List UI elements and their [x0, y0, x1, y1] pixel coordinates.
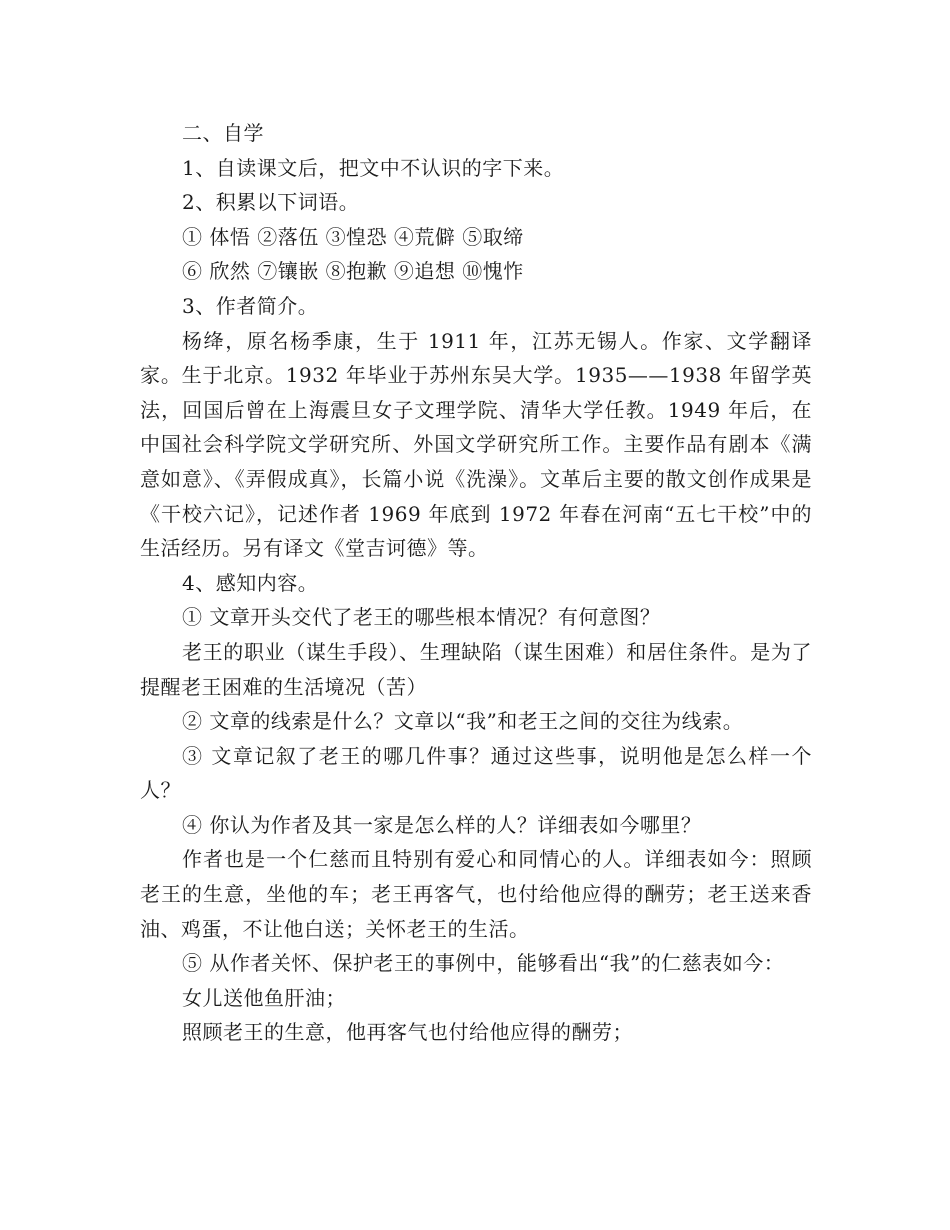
question: ③ 文章记叙了老王的哪几件事？通过这些事，说明他是怎么样一个人？ — [140, 743, 812, 803]
question: ① 文章开头交代了老王的哪些根本情况？有何意图？ — [182, 605, 661, 630]
answer: 照顾老王的生意，他再客气也付给他应得的酬劳； — [182, 1020, 633, 1045]
answer: 老王的职业（谋生手段）、生理缺陷（谋生困难）和居住条件。是为了提醒老王困难的生活境况（苦） — [140, 639, 812, 699]
answer: 作者也是一个仁慈而且特别有爱心和同情心的人。详细表如今：照顾老王的生意，坐他的车；老王再客气，也付给他应得的酬劳；老王送来香油、鸡蛋，不让他白送；关怀老王的生活。 — [140, 847, 812, 941]
section-heading: 二、自学 — [182, 121, 264, 145]
paragraph: 1、自读课文后，把文中不认识的字下来。 — [182, 155, 565, 180]
vocabulary-list: ⑥ 欣然 ⑦镶嵌 ⑧抱歉 ⑨追想 ⑩愧怍 — [182, 259, 524, 284]
paragraph: 2、积累以下词语。 — [182, 190, 360, 215]
vocabulary-list: ① 体悟 ②落伍 ③惶恐 ④荒僻 ⑤取缔 — [182, 224, 524, 249]
paragraph: 3、作者简介。 — [182, 293, 319, 318]
document-body — [140, 116, 812, 1050]
question: ⑤ 从作者关怀、保护老王的事例中，能够看出“我”的仁慈表如今： — [182, 951, 785, 976]
author-bio: 杨绛，原名杨季康，生于 1911 年，江苏无锡人。作家、文学翻译家。生于北京。1932 年毕业于苏州东吴大学。1935——1938 年留学英法，回国后曾在上海震旦女子文理学院、清华大学任教。1949 年后，在中国社会科学院文学研究所、外国文学研究所工作。主要作品有剧本《满意如意》、《弄假成真》，长篇小说《洗澡》。文革后主要的散文创作成果是《干校六记》，记述作者 1969 年底到 1972 年春在河南“五七干校”中的生活经历。另有译文《堂吉诃德》等。 — [140, 328, 812, 561]
question: ④ 你认为作者及其一家是怎么样的人？详细表如今哪里？ — [182, 812, 702, 837]
question: ② 文章的线索是什么？文章以“我”和老王之间的交往为线索。 — [182, 709, 744, 734]
answer: 女儿送他鱼肝油； — [182, 985, 346, 1010]
paragraph: 4、感知内容。 — [182, 570, 319, 595]
